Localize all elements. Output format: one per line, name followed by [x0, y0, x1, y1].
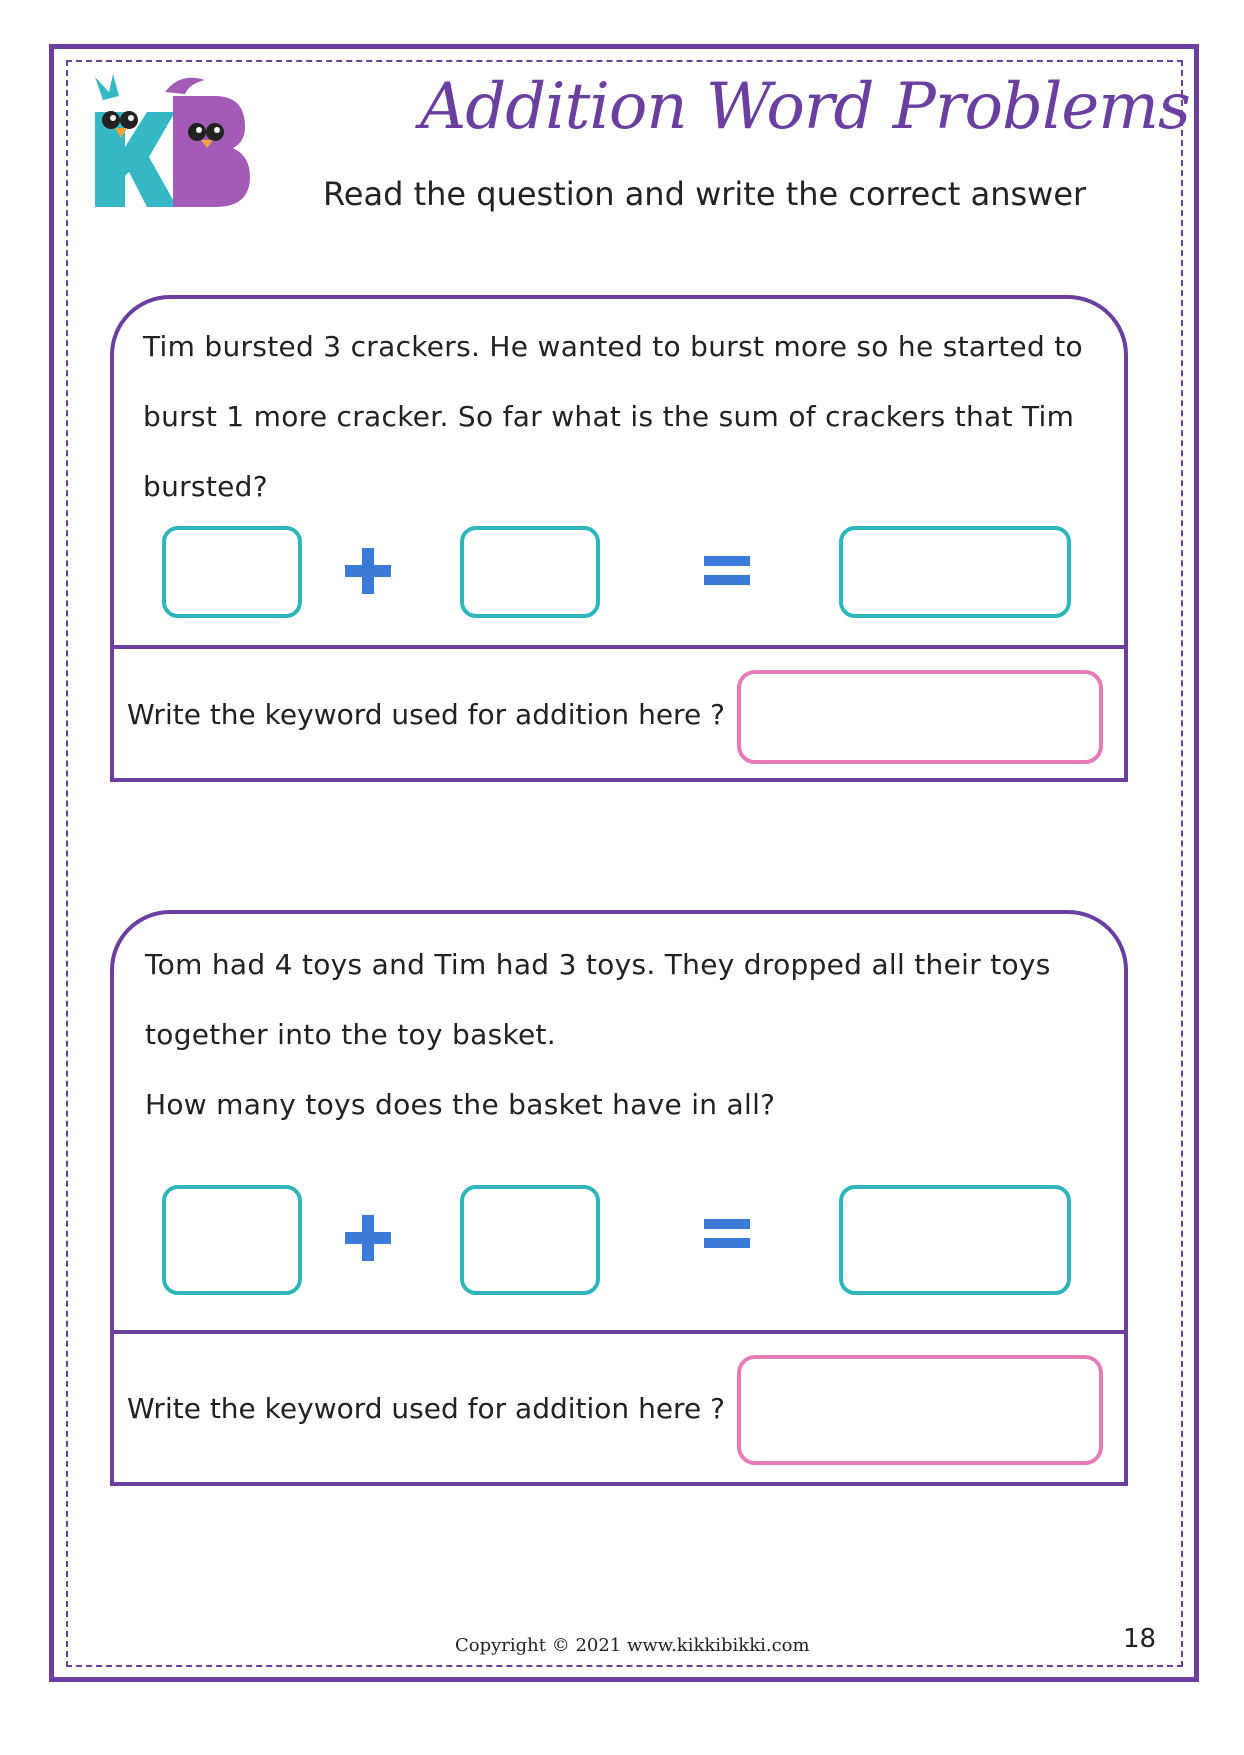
question-1-line-3: bursted?	[143, 470, 268, 503]
question-2-line-1: Tom had 4 toys and Tim had 3 toys. They dropped all their toys	[145, 948, 1051, 981]
addend-2-answer-box[interactable]	[460, 526, 600, 618]
addend-1-answer-box[interactable]	[162, 526, 302, 618]
equals-icon	[704, 556, 750, 586]
footer-copyright: Copyright © 2021 www.kikkibikki.com	[455, 1635, 810, 1656]
sum-answer-box[interactable]	[839, 1185, 1071, 1295]
question-2-line-2: together into the toy basket.	[145, 1018, 556, 1051]
keyword-answer-box[interactable]	[737, 1355, 1103, 1465]
page-number: 18	[1123, 1624, 1157, 1654]
keyword-prompt: Write the keyword used for addition here ?	[127, 1392, 725, 1425]
addend-1-answer-box[interactable]	[162, 1185, 302, 1295]
kb-logo	[85, 72, 250, 212]
page-title: Addition Word Problems	[420, 70, 1190, 144]
question-1-line-2: burst 1 more cracker. So far what is the sum of crackers that Tim	[143, 400, 1075, 433]
page-subtitle: Read the question and write the correct answer	[323, 175, 1087, 213]
keyword-answer-box[interactable]	[737, 670, 1103, 764]
addend-2-answer-box[interactable]	[460, 1185, 600, 1295]
question-1-line-1: Tim bursted 3 crackers. He wanted to burst more so he started to	[143, 330, 1083, 363]
equals-icon	[704, 1219, 750, 1249]
sum-answer-box[interactable]	[839, 526, 1071, 618]
plus-icon	[345, 548, 391, 594]
question-2-line-3: How many toys does the basket have in all?	[145, 1088, 776, 1121]
keyword-prompt: Write the keyword used for addition here ?	[127, 698, 725, 731]
plus-icon	[345, 1215, 391, 1261]
